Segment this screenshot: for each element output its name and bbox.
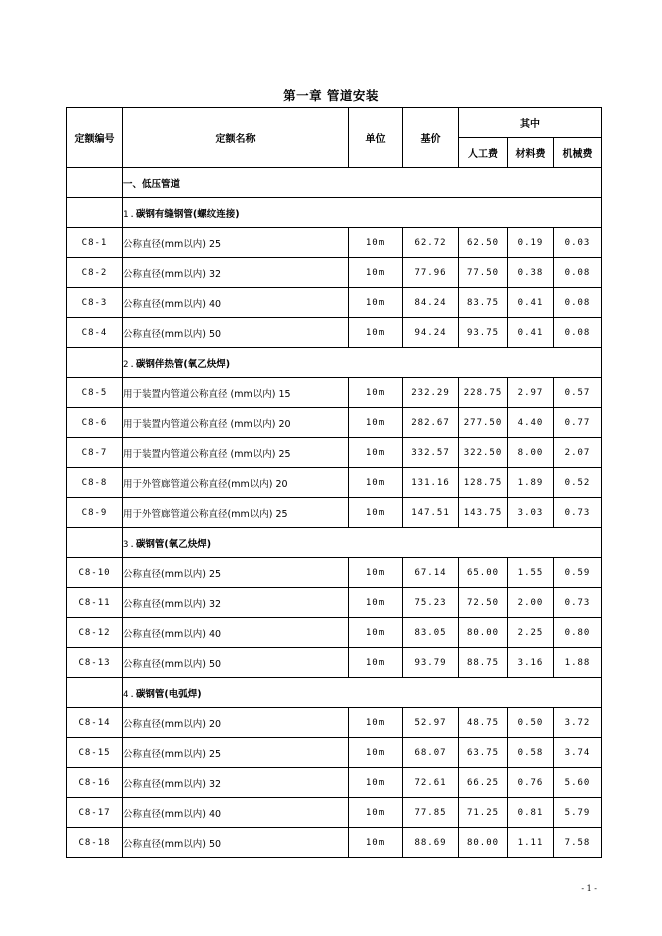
table-row bbox=[67, 798, 602, 828]
item-machine: 7.58 bbox=[554, 828, 602, 858]
item-name: 公称直径(mm以内) 25 bbox=[123, 228, 349, 258]
item-unit: 10m bbox=[349, 588, 403, 618]
item-base-price: 83.05 bbox=[403, 618, 459, 648]
group-name: 碳钢伴热管 bbox=[135, 358, 184, 370]
item-labor: 66.25 bbox=[459, 768, 508, 798]
item-base-price: 332.57 bbox=[403, 438, 459, 468]
table-row bbox=[67, 708, 602, 738]
item-material: 1.89 bbox=[508, 468, 554, 498]
item-labor: 65.00 bbox=[459, 558, 508, 588]
item-unit: 10m bbox=[349, 378, 403, 408]
item-machine: 0.03 bbox=[554, 228, 602, 258]
item-labor: 80.00 bbox=[459, 618, 508, 648]
item-unit: 10m bbox=[349, 618, 403, 648]
table-row bbox=[67, 738, 602, 768]
group-code-cell bbox=[67, 678, 123, 708]
item-base-price: 88.69 bbox=[403, 828, 459, 858]
table-row bbox=[67, 618, 602, 648]
item-code: C8-7 bbox=[67, 438, 123, 468]
item-machine: 0.73 bbox=[554, 498, 602, 528]
item-unit: 10m bbox=[349, 288, 403, 318]
table-row bbox=[67, 258, 602, 288]
item-base-price: 147.51 bbox=[403, 498, 459, 528]
item-material: 0.76 bbox=[508, 768, 554, 798]
header-of-which: 其中 bbox=[459, 108, 602, 138]
item-name: 用于装置内管道公称直径 (mm以内) 15 bbox=[123, 378, 349, 408]
item-base-price: 75.23 bbox=[403, 588, 459, 618]
item-material: 1.11 bbox=[508, 828, 554, 858]
item-code: C8-13 bbox=[67, 648, 123, 678]
item-base-price: 77.85 bbox=[403, 798, 459, 828]
item-unit: 10m bbox=[349, 438, 403, 468]
item-material: 0.50 bbox=[508, 708, 554, 738]
item-code: C8-8 bbox=[67, 468, 123, 498]
group-title bbox=[123, 528, 602, 558]
group-prefix: 2. bbox=[123, 359, 136, 370]
item-labor: 277.50 bbox=[459, 408, 508, 438]
item-code: C8-2 bbox=[67, 258, 123, 288]
item-material: 8.00 bbox=[508, 438, 554, 468]
item-material: 0.38 bbox=[508, 258, 554, 288]
item-base-price: 93.79 bbox=[403, 648, 459, 678]
page-title: 第一章 管道安装 bbox=[283, 88, 379, 103]
item-base-price: 67.14 bbox=[403, 558, 459, 588]
header-unit: 单位 bbox=[349, 108, 403, 168]
item-labor: 48.75 bbox=[459, 708, 508, 738]
item-name: 公称直径(mm以内) 25 bbox=[123, 738, 349, 768]
item-unit: 10m bbox=[349, 228, 403, 258]
item-code: C8-16 bbox=[67, 768, 123, 798]
group-code-cell bbox=[67, 528, 123, 558]
table-row bbox=[67, 648, 602, 678]
group-code-cell bbox=[67, 198, 123, 228]
item-machine: 0.80 bbox=[554, 618, 602, 648]
item-unit: 10m bbox=[349, 408, 403, 438]
item-unit: 10m bbox=[349, 798, 403, 828]
item-labor: 322.50 bbox=[459, 438, 508, 468]
table-row bbox=[67, 498, 602, 528]
item-machine: 0.08 bbox=[554, 288, 602, 318]
item-labor: 62.50 bbox=[459, 228, 508, 258]
table-row bbox=[67, 408, 602, 438]
item-name: 用于装置内管道公称直径 (mm以内) 25 bbox=[123, 438, 349, 468]
group-suffix: (氧乙炔焊) bbox=[164, 538, 212, 550]
item-labor: 71.25 bbox=[459, 798, 508, 828]
item-code: C8-14 bbox=[67, 708, 123, 738]
item-unit: 10m bbox=[349, 558, 403, 588]
table-row bbox=[67, 588, 602, 618]
item-material: 0.41 bbox=[508, 318, 554, 348]
item-labor: 143.75 bbox=[459, 498, 508, 528]
group-name: 碳钢有缝钢管 bbox=[135, 208, 193, 220]
item-unit: 10m bbox=[349, 768, 403, 798]
item-base-price: 232.29 bbox=[403, 378, 459, 408]
group-suffix: (氧乙炔焊) bbox=[183, 358, 231, 370]
item-code: C8-1 bbox=[67, 228, 123, 258]
item-unit: 10m bbox=[349, 318, 403, 348]
item-material: 2.00 bbox=[508, 588, 554, 618]
group-prefix: 3. bbox=[123, 539, 136, 550]
header-base-price: 基价 bbox=[403, 108, 459, 168]
item-name: 公称直径(mm以内) 40 bbox=[123, 618, 349, 648]
item-labor: 128.75 bbox=[459, 468, 508, 498]
item-material: 0.58 bbox=[508, 738, 554, 768]
item-name: 公称直径(mm以内) 20 bbox=[123, 708, 349, 738]
group-code-cell bbox=[67, 348, 123, 378]
item-labor: 63.75 bbox=[459, 738, 508, 768]
item-code: C8-3 bbox=[67, 288, 123, 318]
item-machine: 0.08 bbox=[554, 258, 602, 288]
item-name: 公称直径(mm以内) 25 bbox=[123, 558, 349, 588]
item-code: C8-4 bbox=[67, 318, 123, 348]
item-code: C8-10 bbox=[67, 558, 123, 588]
table-row bbox=[67, 228, 602, 258]
item-machine: 0.52 bbox=[554, 468, 602, 498]
item-base-price: 131.16 bbox=[403, 468, 459, 498]
item-material: 0.19 bbox=[508, 228, 554, 258]
table-row bbox=[67, 828, 602, 858]
header-code: 定额编号 bbox=[67, 108, 123, 168]
item-labor: 77.50 bbox=[459, 258, 508, 288]
item-code: C8-9 bbox=[67, 498, 123, 528]
group-suffix: (电弧焊) bbox=[164, 688, 202, 700]
item-labor: 72.50 bbox=[459, 588, 508, 618]
item-material: 0.81 bbox=[508, 798, 554, 828]
item-base-price: 282.67 bbox=[403, 408, 459, 438]
item-base-price: 52.97 bbox=[403, 708, 459, 738]
item-machine: 5.60 bbox=[554, 768, 602, 798]
group-prefix: 4. bbox=[123, 689, 136, 700]
item-material: 2.25 bbox=[508, 618, 554, 648]
table-row bbox=[67, 438, 602, 468]
item-base-price: 68.07 bbox=[403, 738, 459, 768]
item-base-price: 62.72 bbox=[403, 228, 459, 258]
item-name: 公称直径(mm以内) 50 bbox=[123, 828, 349, 858]
item-machine: 1.88 bbox=[554, 648, 602, 678]
item-base-price: 77.96 bbox=[403, 258, 459, 288]
item-machine: 0.77 bbox=[554, 408, 602, 438]
item-unit: 10m bbox=[349, 258, 403, 288]
section-title: 一、低压管道 bbox=[123, 168, 602, 198]
item-name: 用于外管廊管道公称直径(mm以内) 25 bbox=[123, 498, 349, 528]
item-machine: 3.72 bbox=[554, 708, 602, 738]
quota-table bbox=[66, 107, 602, 858]
group-row bbox=[67, 528, 602, 558]
item-machine: 2.07 bbox=[554, 438, 602, 468]
item-machine: 3.74 bbox=[554, 738, 602, 768]
item-unit: 10m bbox=[349, 708, 403, 738]
item-labor: 83.75 bbox=[459, 288, 508, 318]
group-title bbox=[123, 198, 602, 228]
item-name: 公称直径(mm以内) 32 bbox=[123, 588, 349, 618]
group-name: 碳钢管 bbox=[135, 538, 165, 550]
header-material: 材料费 bbox=[508, 138, 554, 168]
item-machine: 5.79 bbox=[554, 798, 602, 828]
group-prefix: 1. bbox=[123, 209, 136, 220]
table-row bbox=[67, 318, 602, 348]
item-labor: 88.75 bbox=[459, 648, 508, 678]
group-suffix: (螺纹连接) bbox=[192, 208, 240, 220]
item-base-price: 72.61 bbox=[403, 768, 459, 798]
item-name: 公称直径(mm以内) 50 bbox=[123, 648, 349, 678]
item-base-price: 94.24 bbox=[403, 318, 459, 348]
item-machine: 0.59 bbox=[554, 558, 602, 588]
item-name: 公称直径(mm以内) 32 bbox=[123, 768, 349, 798]
item-name: 公称直径(mm以内) 40 bbox=[123, 288, 349, 318]
item-name: 用于外管廊管道公称直径(mm以内) 20 bbox=[123, 468, 349, 498]
item-machine: 0.57 bbox=[554, 378, 602, 408]
item-machine: 0.73 bbox=[554, 588, 602, 618]
item-material: 0.41 bbox=[508, 288, 554, 318]
table-row bbox=[67, 558, 602, 588]
header-labor: 人工费 bbox=[459, 138, 508, 168]
item-material: 1.55 bbox=[508, 558, 554, 588]
header-machine: 机械费 bbox=[554, 138, 602, 168]
item-unit: 10m bbox=[349, 828, 403, 858]
table-row bbox=[67, 378, 602, 408]
table-row bbox=[67, 768, 602, 798]
item-name: 公称直径(mm以内) 40 bbox=[123, 798, 349, 828]
item-name: 用于装置内管道公称直径 (mm以内) 20 bbox=[123, 408, 349, 438]
item-base-price: 84.24 bbox=[403, 288, 459, 318]
item-code: C8-5 bbox=[67, 378, 123, 408]
section-row bbox=[67, 168, 602, 198]
item-name: 公称直径(mm以内) 50 bbox=[123, 318, 349, 348]
item-code: C8-12 bbox=[67, 618, 123, 648]
item-code: C8-6 bbox=[67, 408, 123, 438]
group-name: 碳钢管 bbox=[135, 688, 165, 700]
item-machine: 0.08 bbox=[554, 318, 602, 348]
item-material: 4.40 bbox=[508, 408, 554, 438]
group-row bbox=[67, 198, 602, 228]
item-unit: 10m bbox=[349, 738, 403, 768]
header-name: 定额名称 bbox=[123, 108, 349, 168]
item-material: 3.03 bbox=[508, 498, 554, 528]
item-name: 公称直径(mm以内) 32 bbox=[123, 258, 349, 288]
item-code: C8-15 bbox=[67, 738, 123, 768]
item-code: C8-11 bbox=[67, 588, 123, 618]
item-labor: 80.00 bbox=[459, 828, 508, 858]
group-title bbox=[123, 348, 602, 378]
table-row bbox=[67, 468, 602, 498]
item-unit: 10m bbox=[349, 468, 403, 498]
table-row bbox=[67, 288, 602, 318]
item-labor: 93.75 bbox=[459, 318, 508, 348]
item-labor: 228.75 bbox=[459, 378, 508, 408]
item-unit: 10m bbox=[349, 648, 403, 678]
item-material: 2.97 bbox=[508, 378, 554, 408]
item-code: C8-17 bbox=[67, 798, 123, 828]
item-code: C8-18 bbox=[67, 828, 123, 858]
item-unit: 10m bbox=[349, 498, 403, 528]
item-material: 3.16 bbox=[508, 648, 554, 678]
group-title bbox=[123, 678, 602, 708]
group-row bbox=[67, 348, 602, 378]
group-row bbox=[67, 678, 602, 708]
page-number: - 1 - bbox=[581, 884, 597, 893]
section-code-cell bbox=[67, 168, 123, 198]
